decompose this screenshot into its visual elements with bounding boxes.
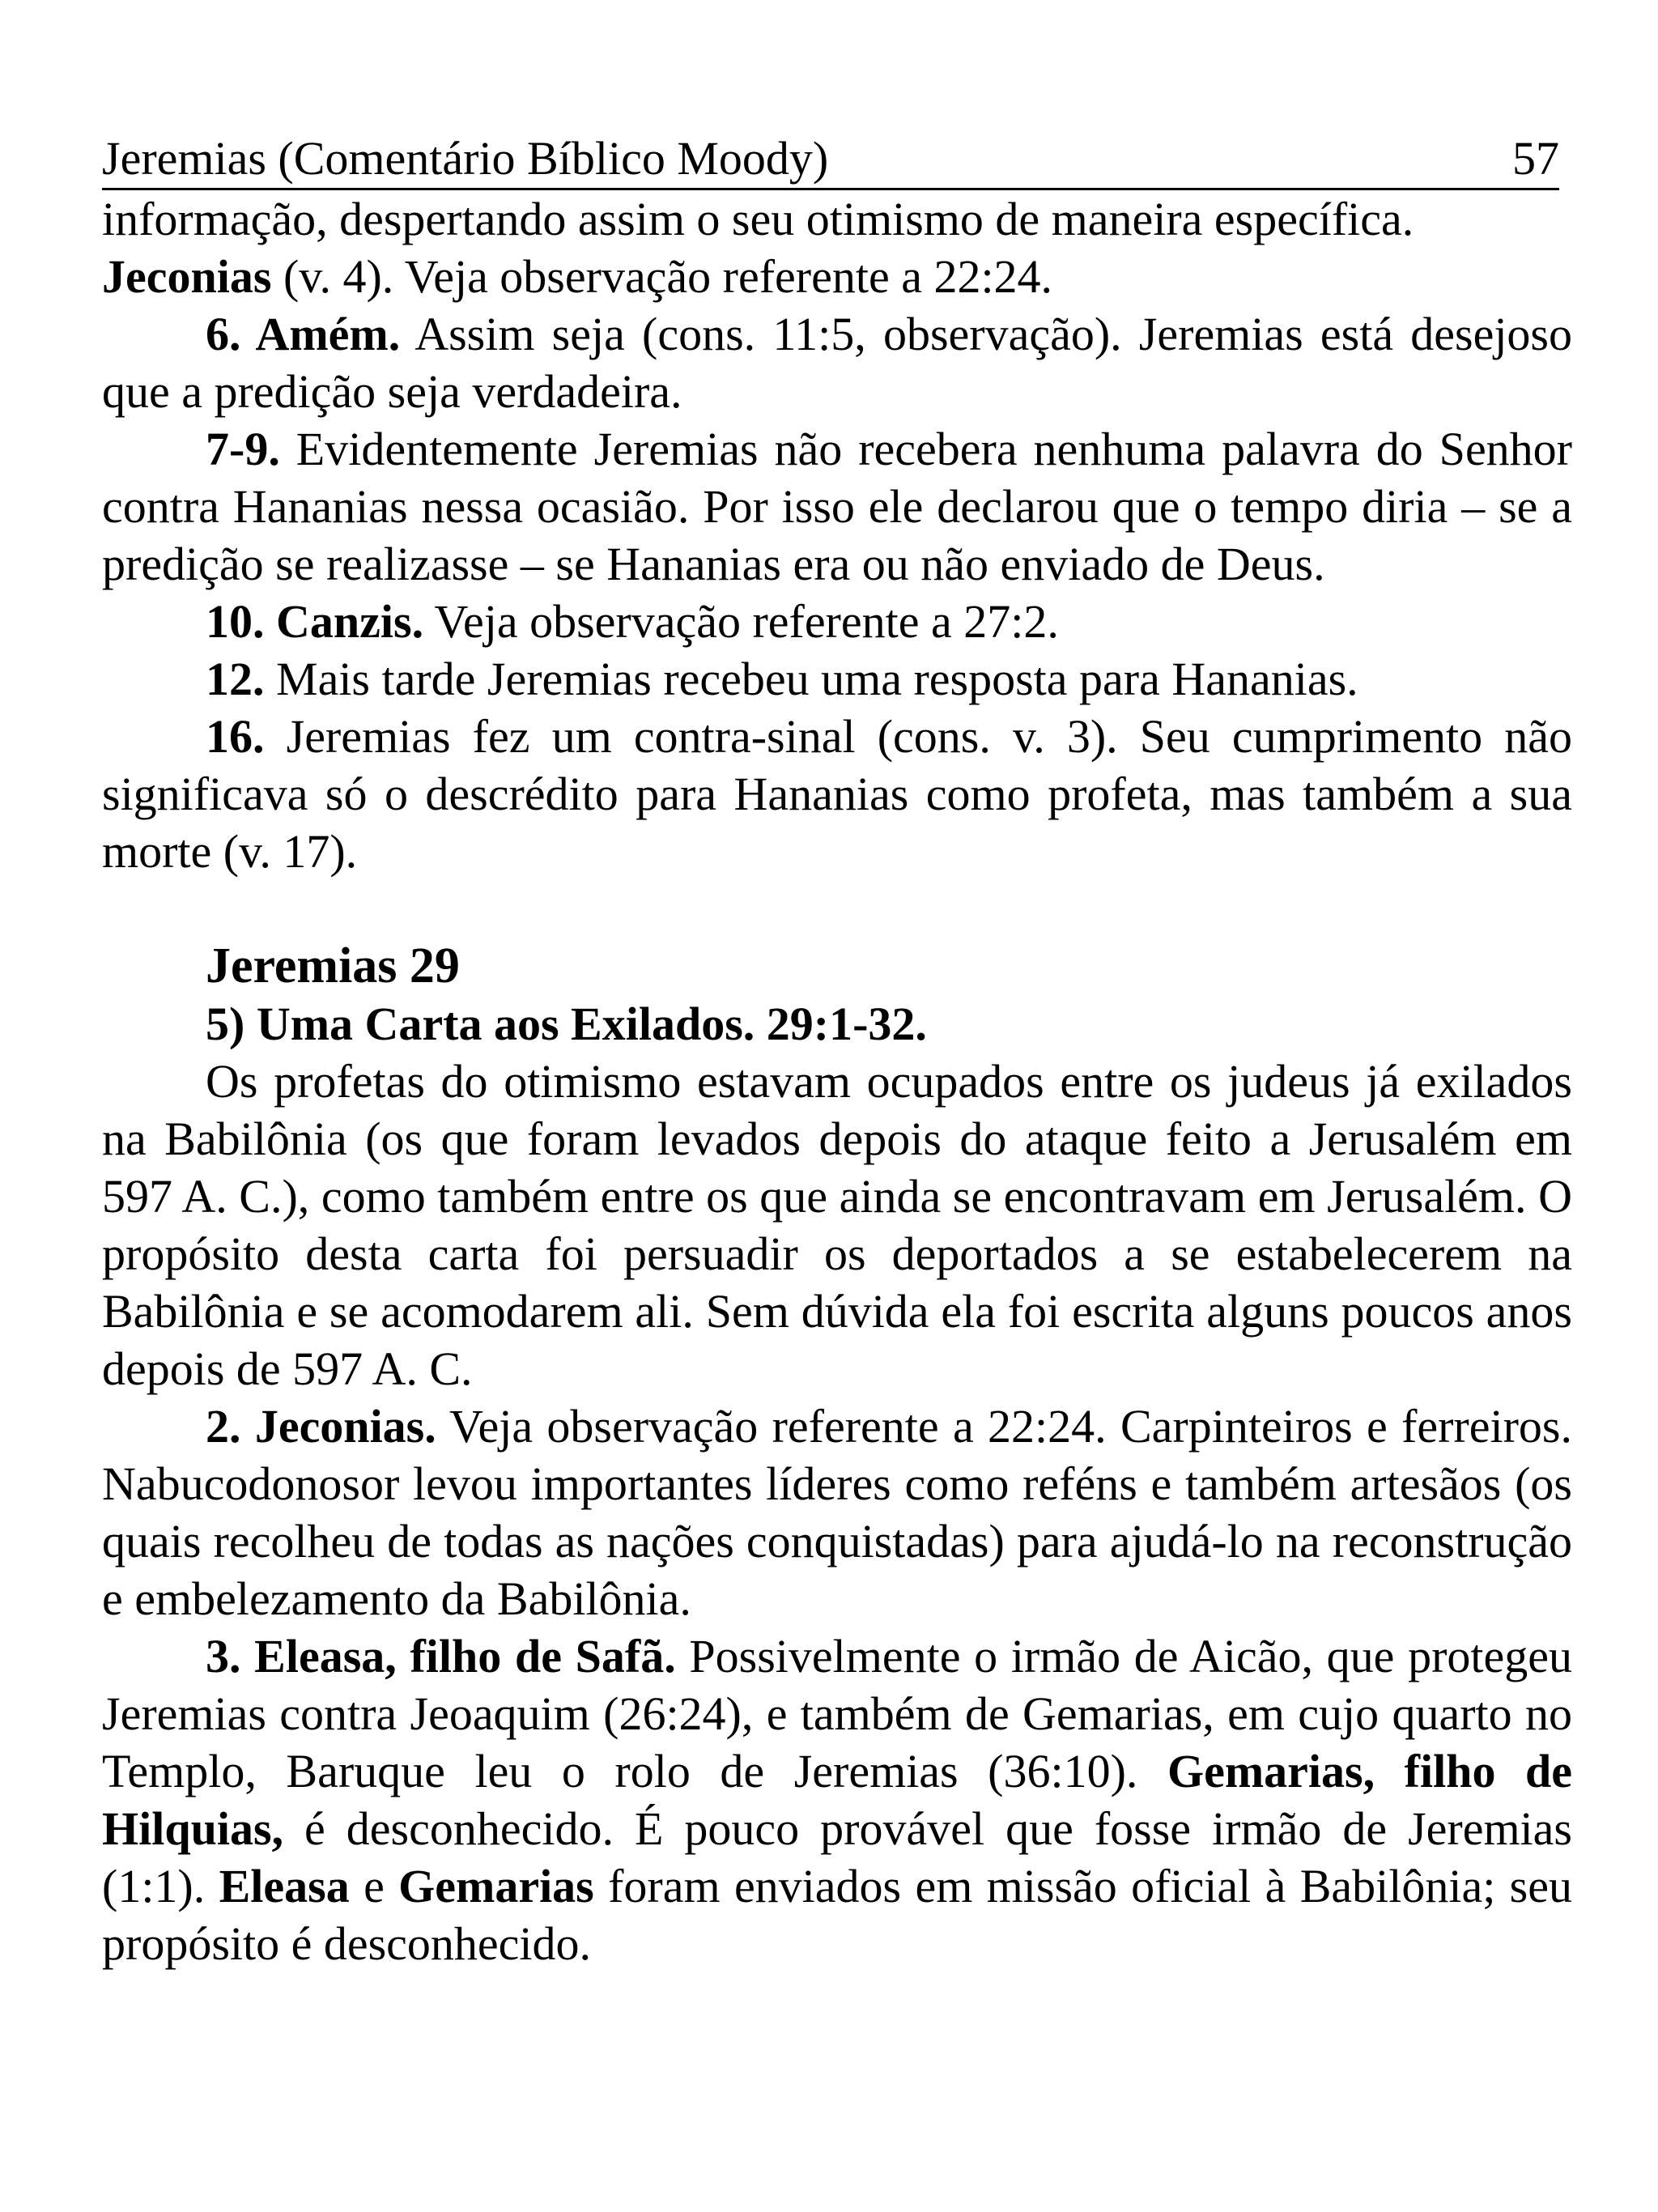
paragraph [102, 1627, 1572, 1972]
paragraph-text: Mais tarde Jeremias recebeu uma resposta para Hananias. [264, 653, 1358, 705]
term: Eleasa [219, 1860, 350, 1912]
term: Gemarias [398, 1860, 594, 1912]
paragraph-text: Veja observação referente a 27:2. [423, 595, 1059, 648]
paragraph [102, 190, 1572, 305]
term: 10. Canzis. [206, 595, 424, 648]
paragraph [102, 420, 1572, 593]
term: 6. Amém. [206, 308, 401, 360]
running-header [102, 130, 1559, 190]
term: 12. [206, 653, 265, 705]
term: 3. Eleasa, filho de Safã. [206, 1630, 676, 1682]
paragraph-text: foram enviados em missão oficial à Babilônia; seu propósito é desconhecido. [102, 1860, 1572, 1970]
paragraph-text: Os profetas do otimismo estavam ocupados entre os judeus já exilados na Babilônia (os que foram levados depois do ataque feito a Jerusalém em 597 A. C.), como também entre os que ainda se encontravam em Jerusalém. O propósito desta carta foi persuadir os deportados a se estabelecerem na Babilônia e se acomodarem ali. Sem dúvida ela foi escrita alguns poucos anos depois de 597 A. C. [102, 1055, 1572, 1395]
paragraph-text: é desconhecido. É pouco provável que fosse irmão de Jeremias (1:1). [102, 1802, 1572, 1912]
paragraph [102, 650, 1572, 708]
paragraph [102, 1053, 1572, 1397]
paragraph [102, 305, 1572, 420]
paragraph-text: Veja observação referente a 22:24. Carpinteiros e ferreiros. Nabucodonosor levou importantes líderes como reféns e também artesãos (os quais recolheu de todas as nações conquistadas) para ajudá-lo na reconstrução e embelezamento da Babilônia. [102, 1400, 1572, 1625]
chapter-heading: Jeremias 29 [206, 938, 460, 993]
paragraph-text: Possivelmente o irmão de Aicão, que protegeu Jeremias contra Jeoaquim (26:24), e também de Gemarias, em cujo quarto no Templo, Baruque leu o rolo de Jeremias (36:10). [102, 1630, 1572, 1797]
term: Gemarias, filho de Hilquias, [102, 1745, 1572, 1855]
paragraph-text: Jeremias fez um contra-sinal (cons. v. 3). Seu cumprimento não significava só o descrédito para Hananias como profeta, mas também a sua morte (v. 17). [102, 710, 1572, 878]
paragraph-text: e [349, 1860, 399, 1912]
term: 7-9. [206, 423, 280, 475]
term: 2. Jeconias. [206, 1400, 436, 1453]
paragraph-text: Assim seja (cons. 11:5, observação). Jeremias está desejoso que a predição seja verdadeira. [102, 308, 1573, 418]
paragraph [102, 593, 1572, 650]
term: 16. [206, 710, 265, 763]
paragraph-text: Evidentemente Jeremias não recebera nenhuma palavra do Senhor contra Hananias nessa ocasião. Por isso ele declarou que o tempo diria – se a predição se realizasse – se Hananias era ou não enviado de Deus. [102, 423, 1572, 590]
section-spacer [102, 880, 1572, 938]
term: Jeconias [102, 250, 272, 303]
section-heading: 5) Uma Carta aos Exilados. 29:1-32. [206, 998, 927, 1050]
document-page [102, 130, 1572, 1972]
continuation-text: informação, despertando assim o seu otimismo de maneira específica. [102, 193, 1414, 245]
body-text [102, 190, 1572, 1972]
paragraph-text: (v. 4). Veja observação referente a 22:24. [271, 250, 1053, 303]
paragraph [102, 708, 1572, 880]
paragraph [102, 1397, 1572, 1627]
page-number: 57 [1512, 132, 1559, 185]
running-title: Jeremias (Comentário Bíblico Moody) [102, 132, 829, 185]
